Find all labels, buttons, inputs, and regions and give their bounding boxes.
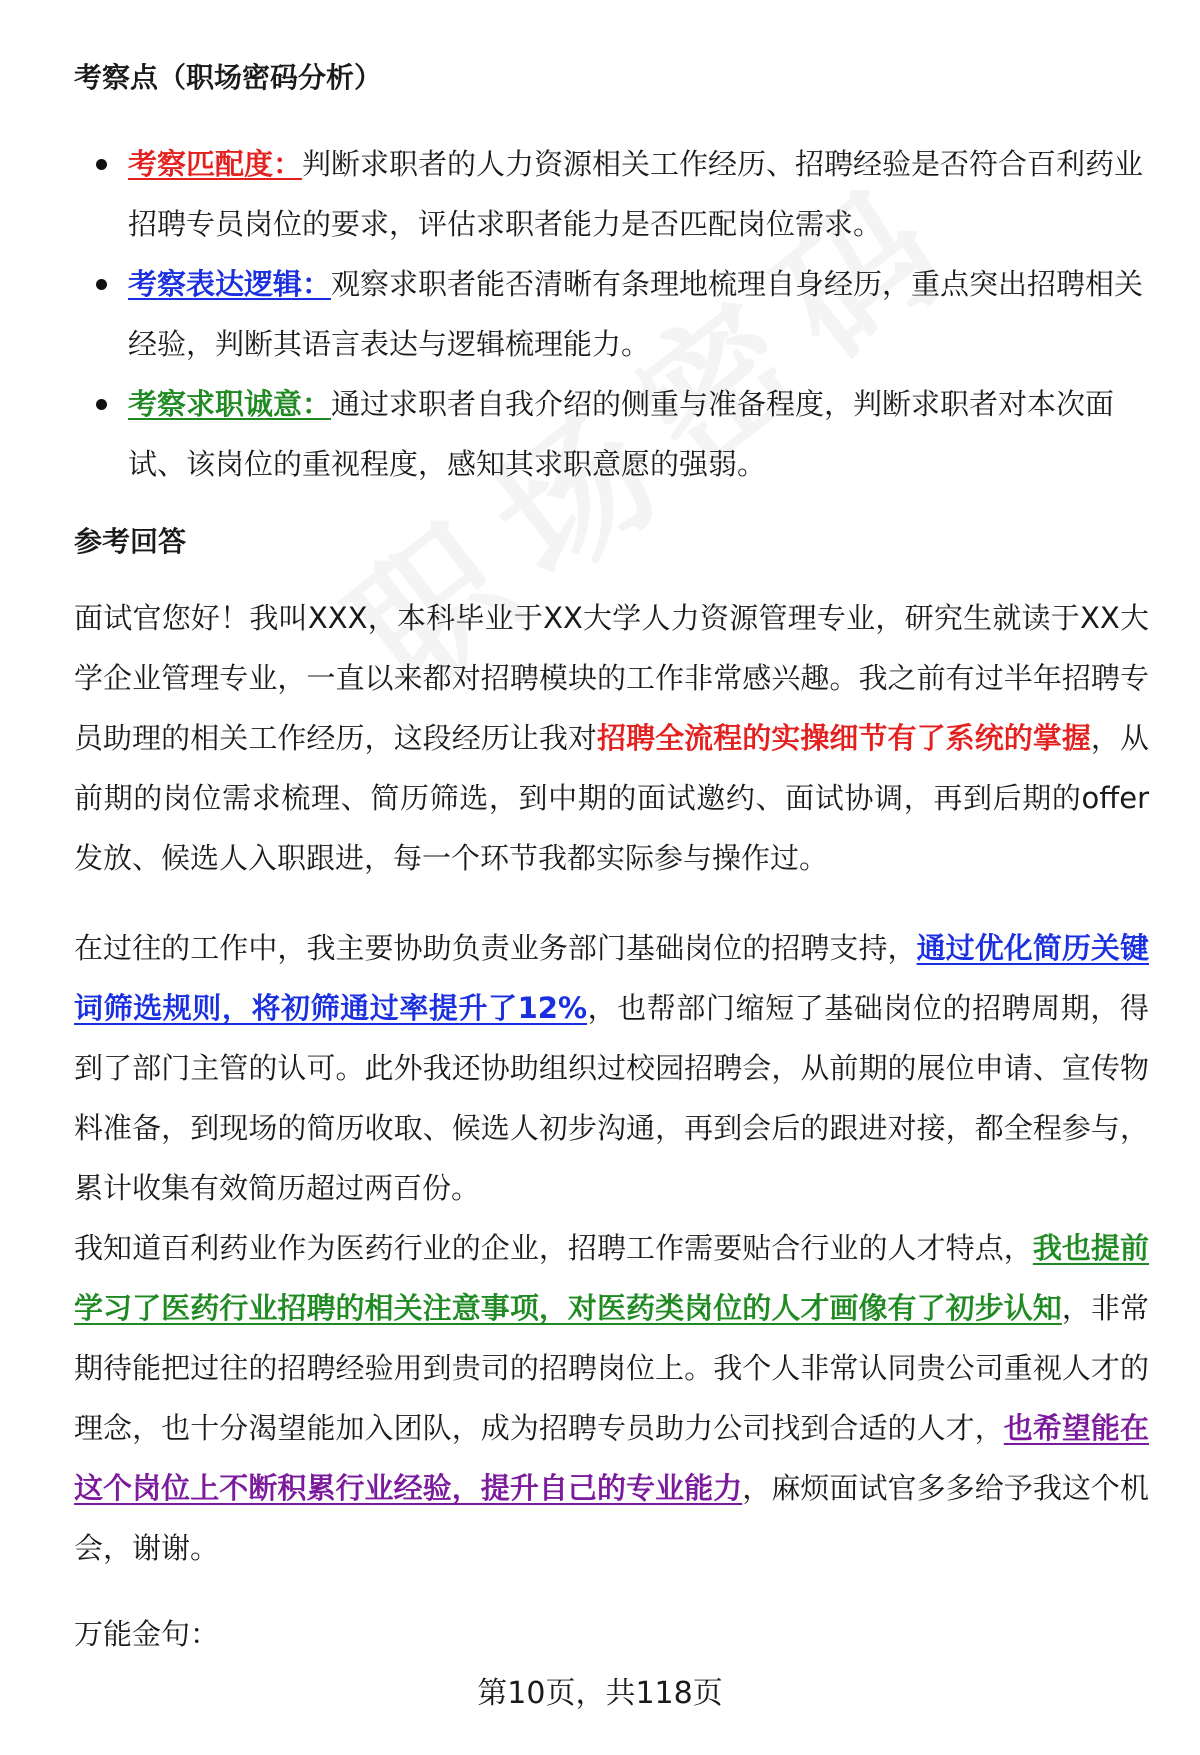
point-label: 考察求职诚意： — [128, 387, 332, 421]
list-item — [74, 134, 1144, 254]
answer-paragraph-1 — [74, 588, 1149, 888]
closing-label: 万能金句： — [74, 1617, 220, 1651]
highlight-text: 我也提前学习了医药行业招聘的相关注意事项，对医药类岗位的人才画像有了初步认知 — [74, 1231, 1149, 1325]
paragraph-text: ，非常期待能把过往的招聘经验用到贵司的招聘岗位上。我个人非常认同贵公司重视人才的理念，也十分渴望能加入团队，成为招聘专员助力公司找到合适的人才， — [74, 1291, 1149, 1445]
highlight-text: 招聘全流程的实操细节有了系统的掌握 — [596, 721, 1091, 755]
list-item — [74, 254, 1144, 374]
page-number: 第10页，共118页 — [477, 1676, 723, 1711]
section-title-key-points: 考察点（职场密码分析） — [74, 61, 383, 94]
key-points-list — [74, 134, 1144, 494]
section-title-reference-answer: 参考回答 — [74, 525, 187, 558]
bullet-icon — [96, 159, 107, 170]
highlight-text: 通过优化简历关键词筛选规则，将初筛通过率提升了12% — [74, 931, 1149, 1025]
answer-paragraph-2 — [74, 918, 1149, 1218]
highlight-text: 也希望能在这个岗位上不断积累行业经验，提升自己的专业能力 — [74, 1411, 1149, 1505]
point-text: 观察求职者能否清晰有条理地梳理自身经历，重点突出招聘相关经验，判断其语言表达与逻辑梳理能力。 — [128, 267, 1144, 361]
bullet-icon — [96, 279, 107, 290]
paragraph-text: 在过往的工作中，我主要协助负责业务部门基础岗位的招聘支持， — [74, 931, 917, 965]
point-label: 考察表达逻辑： — [128, 267, 332, 301]
paragraph-text: ，也帮部门缩短了基础岗位的招聘周期，得到了部门主管的认可。此外我还协助组织过校园招聘会，从前期的展位申请、宣传物料准备，到现场的简历收取、候选人初步沟通，再到会后的跟进对接，都全程参与，累计收集有效简历超过两百份。 — [74, 991, 1149, 1205]
paragraph-text: ，麻烦面试官多多给予我这个机会，谢谢。 — [74, 1471, 1149, 1565]
point-label: 考察匹配度： — [128, 147, 303, 181]
paragraph-text: 我知道百利药业作为医药行业的企业，招聘工作需要贴合行业的人才特点， — [74, 1231, 1033, 1265]
answer-paragraph-3 — [74, 1218, 1149, 1578]
paragraph-text: 面试官您好！我叫XXX，本科毕业于XX大学人力资源管理专业，研究生就读于XX大学企业管理专业，一直以来都对招聘模块的工作非常感兴趣。我之前有过半年招聘专员助理的相关工作经历，这段经历让我对 — [74, 601, 1149, 755]
point-text: 通过求职者自我介绍的侧重与准备程度，判断求职者对本次面试、该岗位的重视程度，感知其求职意愿的强弱。 — [128, 387, 1115, 481]
list-item — [74, 374, 1144, 494]
point-text: 判断求职者的人力资源相关工作经历、招聘经验是否符合百利药业招聘专员岗位的要求，评估求职者能力是否匹配岗位需求。 — [128, 147, 1144, 241]
paragraph-text: ，从前期的岗位需求梳理、简历筛选，到中期的面试邀约、面试协调，再到后期的offer发放、候选人入职跟进，每一个环节我都实际参与操作过。 — [74, 721, 1149, 875]
bullet-icon — [96, 399, 107, 410]
